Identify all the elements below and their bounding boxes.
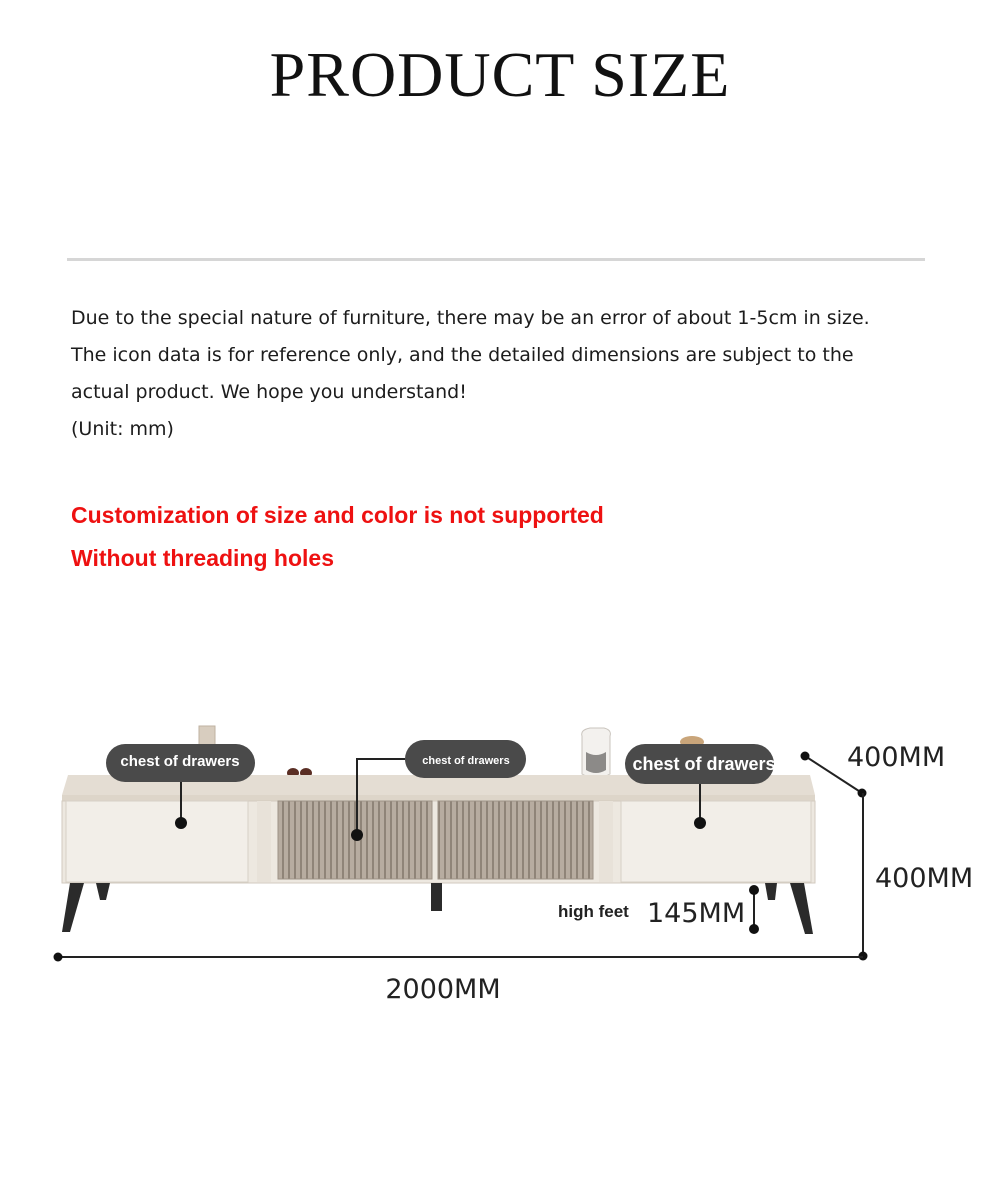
svg-text:chest of drawers: chest of drawers	[632, 754, 776, 774]
note-line: actual product. We hope you understand!	[71, 381, 467, 403]
svg-text:400MM: 400MM	[847, 742, 946, 773]
svg-text:chest of drawers: chest of drawers	[120, 753, 240, 770]
height-dimension	[859, 793, 974, 961]
note-line: Due to the special nature of furniture, there may be an error of about 1-5cm in size.	[71, 307, 870, 329]
glass-door-right	[438, 801, 593, 879]
size-notes	[71, 300, 931, 448]
width-dimension	[54, 953, 864, 1006]
threading-warning: Without threading holes	[71, 545, 334, 571]
svg-text:chest of drawers: chest of drawers	[422, 755, 510, 767]
divider	[67, 258, 925, 261]
depth-dimension	[801, 742, 946, 798]
note-line: The icon data is for reference only, and the detailed dimensions are subject to the	[71, 344, 854, 366]
svg-text:145MM: 145MM	[647, 898, 746, 929]
right-drawer	[621, 801, 811, 882]
cabinet-body	[62, 801, 815, 883]
product-diagram	[0, 700, 1000, 1030]
unit-note: (Unit: mm)	[71, 418, 174, 440]
svg-text:high feet: high feet	[558, 902, 629, 921]
customization-warning: Customization of size and color is not supported	[71, 502, 604, 528]
svg-text:2000MM: 2000MM	[385, 974, 501, 1005]
left-drawer	[66, 801, 248, 882]
feet-height-dimension	[558, 885, 759, 934]
svg-text:400MM: 400MM	[875, 863, 974, 894]
page-title: PRODUCT SIZE	[269, 39, 731, 110]
